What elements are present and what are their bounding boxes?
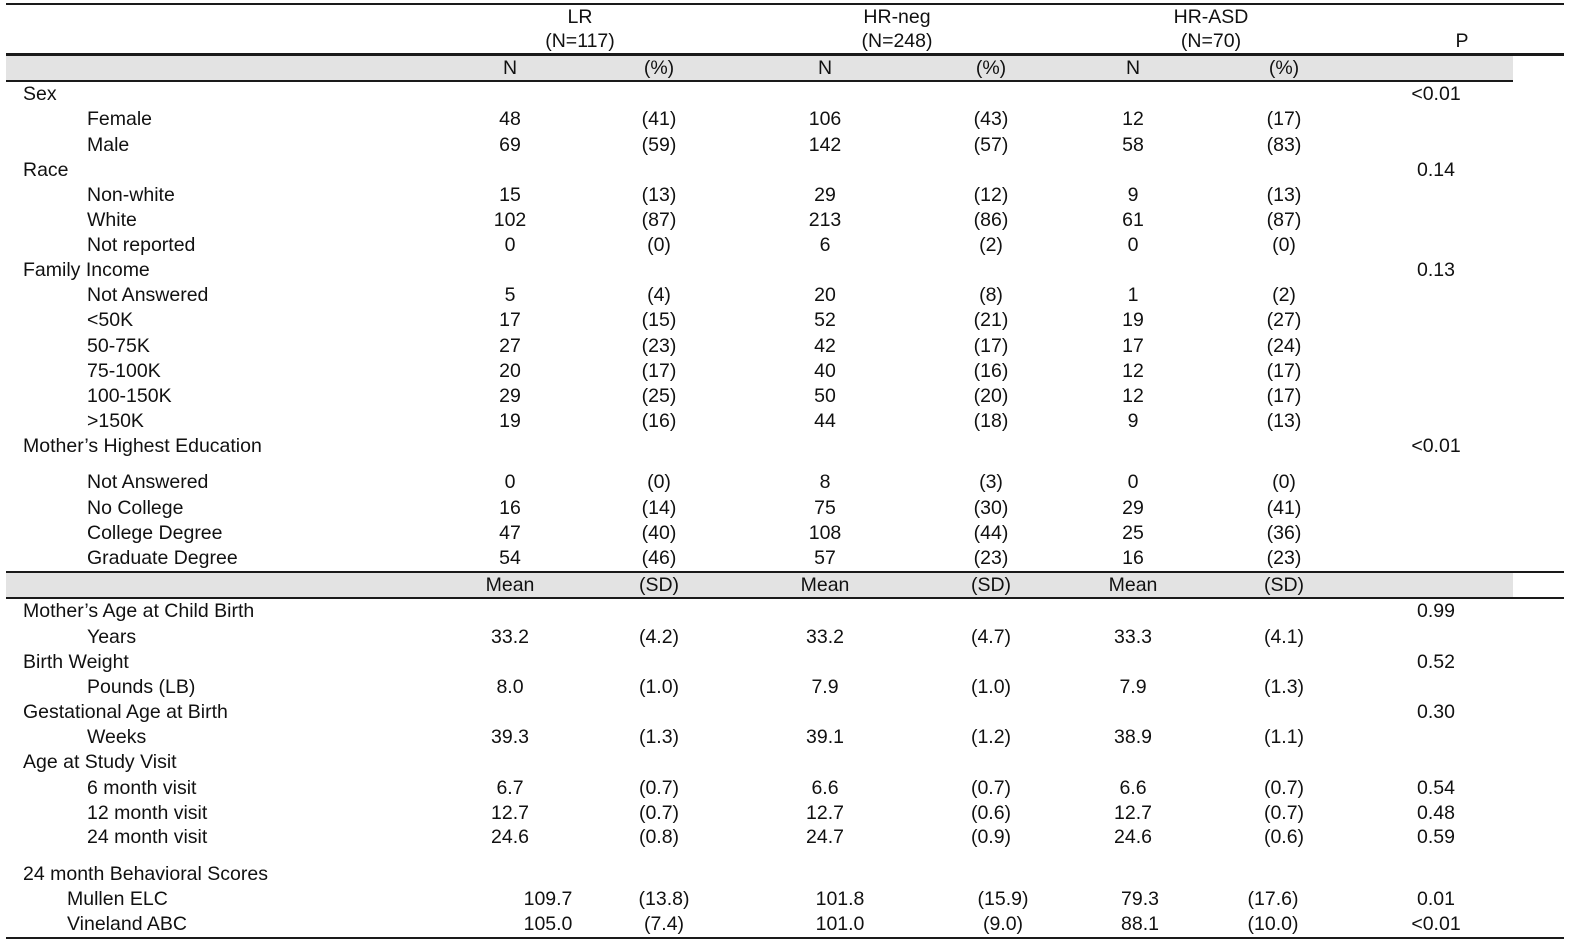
paren-cell: (4) <box>647 284 671 306</box>
paren-cell: (4.2) <box>638 626 680 648</box>
paren-cell: (36) <box>1266 522 1302 544</box>
value-cell: 12 <box>1122 108 1144 130</box>
group-hrneg-name: HR-neg <box>863 6 931 28</box>
value-cell: 0 <box>504 471 516 493</box>
row-group-label: Family Income <box>23 259 150 281</box>
table-row <box>0 334 1577 358</box>
p-value-cell: 0.54 <box>1417 777 1455 799</box>
paren-cell: (24) <box>1266 335 1302 357</box>
p-value-cell: 0.52 <box>1417 651 1455 673</box>
value-cell: 48 <box>499 108 521 130</box>
subheader-count-row <box>0 56 1577 80</box>
row-sublabel: 75-100K <box>87 360 161 382</box>
subheader-mean-row <box>0 573 1577 597</box>
paren-cell: (86) <box>973 209 1009 231</box>
value-cell: 20 <box>499 360 521 382</box>
paren-cell: (30) <box>973 497 1009 519</box>
paren-cell: (3) <box>979 471 1003 493</box>
value-cell: 40 <box>814 360 836 382</box>
subheader-cell: N <box>1125 57 1141 79</box>
paren-cell: (1.0) <box>970 676 1012 698</box>
paren-cell: (0.7) <box>638 777 680 799</box>
value-cell: 15 <box>499 184 521 206</box>
value-cell: 58 <box>1122 134 1144 156</box>
paren-cell: (25) <box>641 385 677 407</box>
value-cell: 33.2 <box>491 626 529 648</box>
subheader-cell: (SD) <box>970 574 1012 596</box>
paren-cell: (0) <box>647 471 671 493</box>
table-row <box>0 308 1577 332</box>
table-row <box>0 862 1577 886</box>
row-sublabel: Weeks <box>87 726 147 748</box>
paren-cell: (0) <box>647 234 671 256</box>
value-cell: 20 <box>814 284 836 306</box>
p-value-cell: <0.01 <box>1411 913 1461 935</box>
paren-cell: (15.9) <box>977 888 1029 910</box>
subheader-cell: (%) <box>1268 57 1300 79</box>
value-cell: 44 <box>814 410 836 432</box>
paren-cell: (1.2) <box>970 726 1012 748</box>
row-sublabel: No College <box>87 497 184 519</box>
value-cell: 5 <box>504 284 516 306</box>
value-cell: 69 <box>499 134 521 156</box>
value-cell: 105.0 <box>523 913 573 935</box>
value-cell: 88.1 <box>1121 913 1159 935</box>
paren-cell: (14) <box>641 497 677 519</box>
table-row <box>0 625 1577 649</box>
paren-cell: (20) <box>973 385 1009 407</box>
paren-cell: (44) <box>973 522 1009 544</box>
paren-cell: (40) <box>641 522 677 544</box>
value-cell: 52 <box>814 309 836 331</box>
paren-cell: (0) <box>1272 234 1296 256</box>
table-row <box>0 208 1577 232</box>
value-cell: 7.9 <box>811 676 839 698</box>
subheader-cell: (SD) <box>638 574 680 596</box>
table-row <box>0 700 1577 724</box>
row-sublabel: 50-75K <box>87 335 150 357</box>
row-sublabel: 100-150K <box>87 385 172 407</box>
value-cell: 47 <box>499 522 521 544</box>
table-row <box>0 107 1577 131</box>
paren-cell: (13) <box>1266 410 1302 432</box>
paren-cell: (0.7) <box>638 802 680 824</box>
row-sublabel: <50K <box>87 309 134 331</box>
paren-cell: (0.7) <box>1263 777 1305 799</box>
row-sublabel: Pounds (LB) <box>87 676 196 698</box>
row-sublabel: Not Answered <box>87 471 209 493</box>
paren-cell: (0.9) <box>970 826 1012 848</box>
value-cell: 29 <box>499 385 521 407</box>
value-cell: 24.7 <box>806 826 844 848</box>
p-value-cell: <0.01 <box>1411 435 1461 457</box>
paren-cell: (0.7) <box>1263 802 1305 824</box>
row-group-label: Age at Study Visit <box>23 751 177 773</box>
row-group-label: 24 month Behavioral Scores <box>23 863 268 885</box>
value-cell: 24.6 <box>1114 826 1152 848</box>
value-cell: 12.7 <box>1114 802 1152 824</box>
value-cell: 0 <box>1127 471 1139 493</box>
value-cell: 6.6 <box>1119 777 1147 799</box>
table-row <box>0 384 1577 408</box>
value-cell: 19 <box>499 410 521 432</box>
group-lr-n: (N=117) <box>545 30 615 52</box>
value-cell: 38.9 <box>1114 726 1152 748</box>
paren-cell: (27) <box>1266 309 1302 331</box>
value-cell: 6 <box>819 234 831 256</box>
row-sublabel: Years <box>87 626 137 648</box>
table-row <box>0 887 1577 911</box>
subheader-cell: Mean <box>1108 574 1158 596</box>
top-rule <box>6 3 1564 5</box>
row-sublabel: >150K <box>87 410 144 432</box>
subheader-cell: (%) <box>643 57 675 79</box>
value-cell: 75 <box>814 497 836 519</box>
row-group-label: Gestational Age at Birth <box>23 701 228 723</box>
row-group-label: Race <box>23 159 69 181</box>
paren-cell: (13) <box>1266 184 1302 206</box>
paren-cell: (87) <box>641 209 677 231</box>
row-group-label: Birth Weight <box>23 651 129 673</box>
value-cell: 50 <box>814 385 836 407</box>
paren-cell: (23) <box>1266 547 1302 569</box>
value-cell: 16 <box>499 497 521 519</box>
paren-cell: (18) <box>973 410 1009 432</box>
table-row <box>0 283 1577 307</box>
value-cell: 142 <box>808 134 842 156</box>
value-cell: 39.3 <box>491 726 529 748</box>
p-value-cell: 0.59 <box>1417 826 1455 848</box>
value-cell: 101.8 <box>815 888 865 910</box>
paren-cell: (10.0) <box>1247 913 1299 935</box>
table-row <box>0 133 1577 157</box>
value-cell: 106 <box>808 108 842 130</box>
table-row <box>0 776 1577 800</box>
paren-cell: (4.1) <box>1263 626 1305 648</box>
p-value-cell: <0.01 <box>1411 83 1461 105</box>
value-cell: 57 <box>814 547 836 569</box>
paren-cell: (17) <box>641 360 677 382</box>
row-sublabel: Mullen ELC <box>67 888 168 910</box>
paren-cell: (13) <box>641 184 677 206</box>
table-row <box>0 470 1577 494</box>
value-cell: 19 <box>1122 309 1144 331</box>
subheader-cell: N <box>817 57 833 79</box>
row-sublabel: Female <box>87 108 153 130</box>
paren-cell: (0.8) <box>638 826 680 848</box>
paren-cell: (57) <box>973 134 1009 156</box>
p-value-cell: 0.01 <box>1417 888 1455 910</box>
paren-cell: (1.0) <box>638 676 680 698</box>
value-cell: 25 <box>1122 522 1144 544</box>
value-cell: 9 <box>1127 184 1139 206</box>
table-row <box>0 750 1577 774</box>
row-sublabel: 12 month visit <box>87 802 208 824</box>
value-cell: 42 <box>814 335 836 357</box>
value-cell: 16 <box>1122 547 1144 569</box>
value-cell: 108 <box>808 522 842 544</box>
paren-cell: (17) <box>1266 108 1302 130</box>
table-row <box>0 434 1577 458</box>
value-cell: 27 <box>499 335 521 357</box>
table-row <box>0 825 1577 849</box>
paren-cell: (41) <box>1266 497 1302 519</box>
table-row <box>0 258 1577 282</box>
row-group-label: Mother’s Highest Education <box>23 435 262 457</box>
table-row <box>0 359 1577 383</box>
value-cell: 79.3 <box>1121 888 1159 910</box>
subheader-cell: (SD) <box>1263 574 1305 596</box>
row-sublabel: Vineland ABC <box>67 913 187 935</box>
row-sublabel: 24 month visit <box>87 826 208 848</box>
paren-cell: (17.6) <box>1247 888 1299 910</box>
row-group-label: Mother’s Age at Child Birth <box>23 600 255 622</box>
value-cell: 0 <box>1127 234 1139 256</box>
paren-cell: (8) <box>979 284 1003 306</box>
row-sublabel: Non-white <box>87 184 175 206</box>
paren-cell: (17) <box>973 335 1009 357</box>
paren-cell: (12) <box>973 184 1009 206</box>
group-hrneg-n: (N=248) <box>861 30 933 52</box>
group-lr-name: LR <box>567 6 593 28</box>
row-sublabel: Graduate Degree <box>87 547 238 569</box>
row-group-label: Sex <box>23 83 57 105</box>
p-value-cell: 0.30 <box>1417 701 1455 723</box>
p-value-cell: 0.48 <box>1417 802 1455 824</box>
row-sublabel: Not Answered <box>87 284 209 306</box>
subheader-cell: (%) <box>975 57 1007 79</box>
group-hrasd-n: (N=70) <box>1180 30 1242 52</box>
value-cell: 8 <box>819 471 831 493</box>
p-value-cell: 0.13 <box>1417 259 1455 281</box>
table-row <box>0 409 1577 433</box>
value-cell: 101.0 <box>815 913 865 935</box>
value-cell: 12 <box>1122 360 1144 382</box>
paren-cell: (43) <box>973 108 1009 130</box>
value-cell: 7.9 <box>1119 676 1147 698</box>
value-cell: 33.2 <box>806 626 844 648</box>
paren-cell: (0.6) <box>1263 826 1305 848</box>
value-cell: 9 <box>1127 410 1139 432</box>
paren-cell: (15) <box>641 309 677 331</box>
paren-cell: (2) <box>979 234 1003 256</box>
value-cell: 6.7 <box>496 777 524 799</box>
paren-cell: (4.7) <box>970 626 1012 648</box>
table-row <box>0 546 1577 570</box>
paren-cell: (46) <box>641 547 677 569</box>
p-value-cell: 0.99 <box>1417 600 1455 622</box>
paren-cell: (16) <box>973 360 1009 382</box>
value-cell: 6.6 <box>811 777 839 799</box>
paren-cell: (1.3) <box>1263 676 1305 698</box>
value-cell: 109.7 <box>523 888 573 910</box>
paren-cell: (0.6) <box>970 802 1012 824</box>
paren-cell: (83) <box>1266 134 1302 156</box>
value-cell: 33.3 <box>1114 626 1152 648</box>
value-cell: 1 <box>1127 284 1139 306</box>
value-cell: 12 <box>1122 385 1144 407</box>
paren-cell: (7.4) <box>643 913 685 935</box>
table-row <box>0 725 1577 749</box>
value-cell: 54 <box>499 547 521 569</box>
value-cell: 12.7 <box>491 802 529 824</box>
paren-cell: (23) <box>641 335 677 357</box>
subheader-cell: Mean <box>485 574 535 596</box>
value-cell: 8.0 <box>496 676 524 698</box>
table-row <box>0 599 1577 623</box>
row-sublabel: White <box>87 209 137 231</box>
row-sublabel: 6 month visit <box>87 777 197 799</box>
paren-cell: (0) <box>1272 471 1296 493</box>
value-cell: 29 <box>814 184 836 206</box>
row-sublabel: Not reported <box>87 234 196 256</box>
p-value-cell: 0.14 <box>1417 159 1455 181</box>
value-cell: 17 <box>499 309 521 331</box>
paren-cell: (17) <box>1266 385 1302 407</box>
paren-cell: (9.0) <box>982 913 1024 935</box>
p-value-header: P <box>1455 30 1469 52</box>
table-row <box>0 158 1577 182</box>
paren-cell: (1.3) <box>638 726 680 748</box>
table-row <box>0 650 1577 674</box>
table-row <box>0 675 1577 699</box>
value-cell: 61 <box>1122 209 1144 231</box>
group-hrasd-name: HR-ASD <box>1173 6 1249 28</box>
paren-cell: (41) <box>641 108 677 130</box>
row-sublabel: College Degree <box>87 522 223 544</box>
paren-cell: (1.1) <box>1263 726 1305 748</box>
paren-cell: (0.7) <box>970 777 1012 799</box>
value-cell: 102 <box>493 209 527 231</box>
paren-cell: (17) <box>1266 360 1302 382</box>
value-cell: 24.6 <box>491 826 529 848</box>
table-row <box>0 82 1577 106</box>
table-row <box>0 183 1577 207</box>
value-cell: 17 <box>1122 335 1144 357</box>
value-cell: 0 <box>504 234 516 256</box>
value-cell: 29 <box>1122 497 1144 519</box>
table-row <box>0 496 1577 520</box>
table-row <box>0 801 1577 825</box>
paren-cell: (16) <box>641 410 677 432</box>
value-cell: 39.1 <box>806 726 844 748</box>
bottom-rule <box>6 937 1564 939</box>
subheader-cell: Mean <box>800 574 850 596</box>
value-cell: 12.7 <box>806 802 844 824</box>
paren-cell: (59) <box>641 134 677 156</box>
subheader-cell: N <box>502 57 518 79</box>
table-row <box>0 521 1577 545</box>
paren-cell: (21) <box>973 309 1009 331</box>
paren-cell: (13.8) <box>638 888 690 910</box>
table-row <box>0 912 1577 936</box>
paren-cell: (23) <box>973 547 1009 569</box>
table-row <box>0 233 1577 257</box>
row-sublabel: Male <box>87 134 130 156</box>
value-cell: 213 <box>808 209 842 231</box>
paren-cell: (87) <box>1266 209 1302 231</box>
paren-cell: (2) <box>1272 284 1296 306</box>
